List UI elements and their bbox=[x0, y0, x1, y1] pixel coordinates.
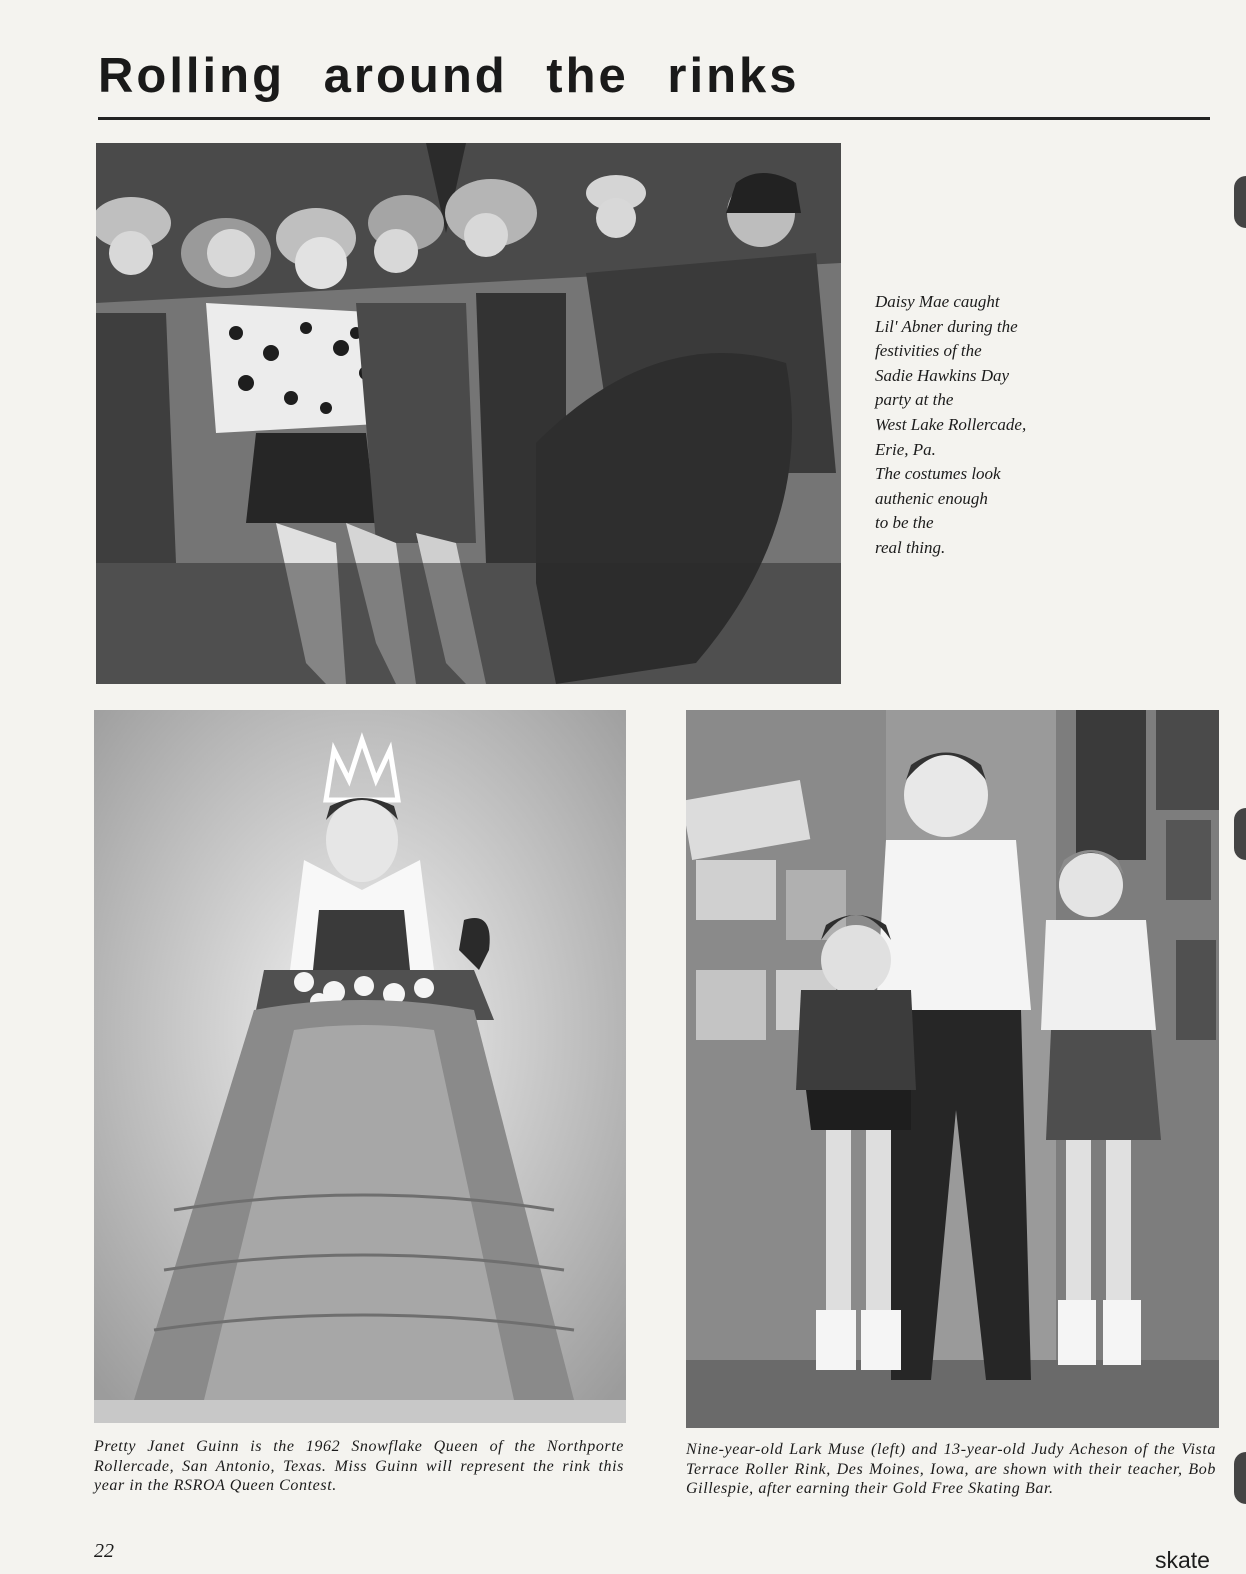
sadie-hawkins-photo bbox=[96, 143, 841, 684]
vista-terrace-photo bbox=[686, 710, 1219, 1428]
caption-line: Sadie Hawkins Day bbox=[875, 365, 1010, 385]
caption-line: Daisy Mae caught bbox=[875, 292, 1000, 311]
snowflake-queen-photo bbox=[94, 710, 626, 1423]
binding-tab bbox=[1234, 1452, 1246, 1504]
party-caption bbox=[875, 290, 1095, 561]
caption-line: Erie, Pa. bbox=[875, 439, 936, 459]
page-title: Rolling around the rinks bbox=[98, 49, 800, 103]
caption-line: Lil' Abner during the bbox=[875, 316, 1018, 336]
binding-tab bbox=[1234, 808, 1246, 860]
queen-caption: Pretty Janet Guinn is the 1962 Snowflake Queen of the Northporte Rollercade, San Antonio, Texas. Miss Guinn will represent the rink this year in the RSROA Queen Contest. bbox=[94, 1438, 624, 1494]
caption-line: to be the bbox=[875, 513, 934, 533]
binding-tab bbox=[1234, 176, 1246, 228]
page-number: 22 bbox=[94, 1540, 114, 1562]
caption-line: authenic enough bbox=[875, 488, 988, 508]
title-rule bbox=[98, 117, 1210, 120]
caption-line: real thing. bbox=[875, 537, 946, 557]
caption-line: festivities of the bbox=[875, 341, 982, 361]
skaters-caption: Nine-year-old Lark Muse (left) and 13-year-old Judy Acheson of the Vista Terrace Roller Rink, Des Moines, Iowa, are shown with their teacher, Bob Gillespie, after earning their Gold Free Skating Bar. bbox=[686, 1441, 1216, 1497]
caption-line: party at the bbox=[875, 390, 954, 410]
caption-line: The costumes look bbox=[875, 464, 1001, 484]
caption-line: West Lake Rollercade, bbox=[875, 414, 1027, 434]
magazine-name: skate bbox=[1155, 1547, 1210, 1573]
